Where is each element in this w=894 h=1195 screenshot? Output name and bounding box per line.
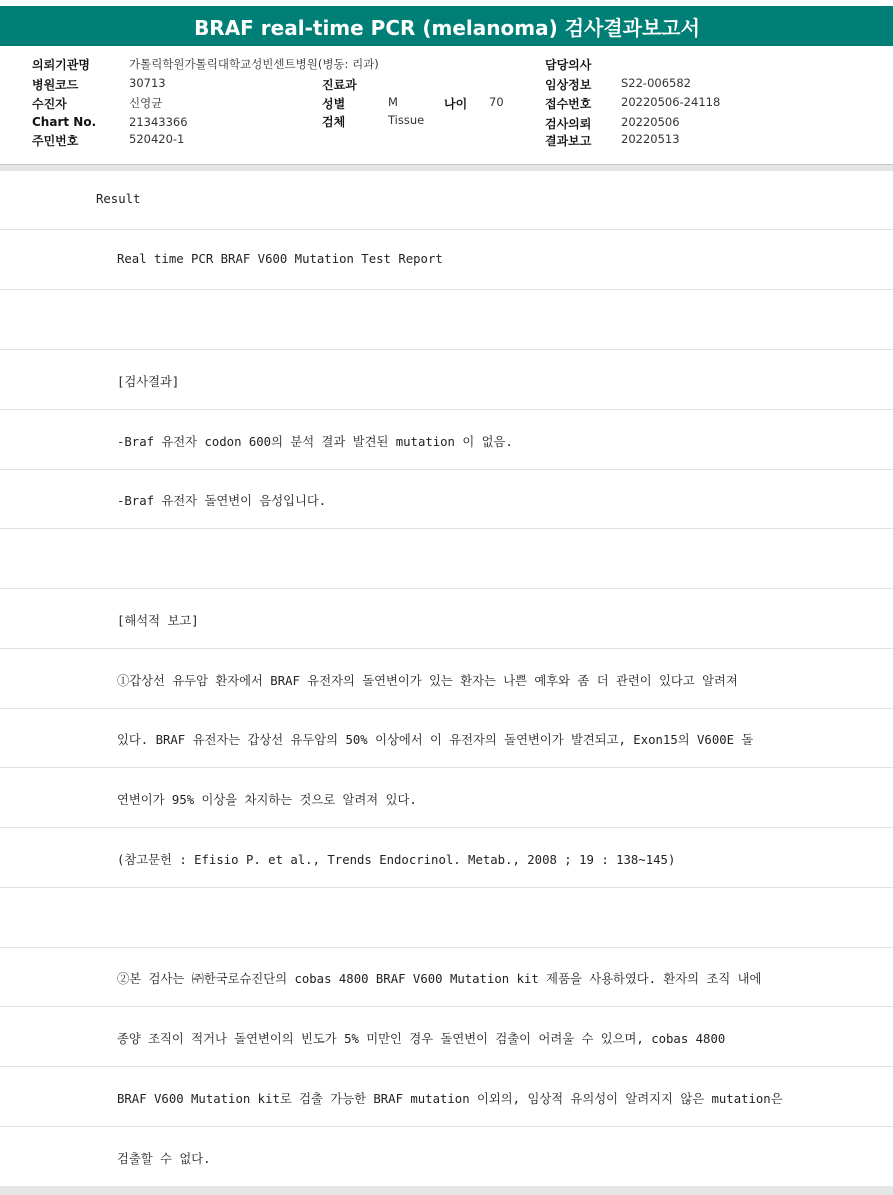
report-line-text: ①갑상선 유두암 환자에서 BRAF 유전자의 돌연변이가 있는 환자는 나쁜 예후와 좀 더 관련이 있다고 알려져	[117, 674, 738, 688]
report-line-text: -Braf 유전자 돌연변이 음성입니다.	[117, 494, 327, 508]
report-date-label: 결과보고	[545, 134, 592, 148]
clinical-info-label: 임상정보	[545, 78, 592, 92]
report-line-text: 종양 조직이 적거나 돌연변이의 빈도가 5% 미만인 경우 돌연변이 검출이 어려울 수 있으며, cobas 4800	[117, 1032, 726, 1046]
institution-label: 의뢰기관명	[32, 58, 90, 72]
report-line	[0, 828, 894, 888]
chart-no-value: 21343366	[129, 115, 188, 129]
report-line	[0, 589, 894, 649]
report-line-text: Real time PCR BRAF V600 Mutation Test Report	[117, 252, 443, 266]
report-line	[0, 888, 894, 948]
hospital-code-label: 병원코드	[32, 78, 79, 92]
report-line-text: 연변이가 95% 이상을 차지하는 것으로 알려져 있다.	[117, 793, 417, 807]
report-date-value: 20220513	[621, 132, 680, 146]
resident-id-label: 주민번호	[32, 134, 79, 148]
report-line	[0, 529, 894, 589]
report-line-text: BRAF V600 Mutation kit로 검출 가능한 BRAF mutation 이외의, 임상적 유의성이 알려지지 않은 mutation은	[117, 1092, 783, 1106]
department-label: 진료과	[322, 78, 357, 92]
report-line	[0, 649, 894, 709]
institution-value: 가톨릭학원가톨릭대학교성빈센트병원(병동: 리과)	[129, 57, 379, 71]
report-body	[0, 170, 894, 1186]
receipt-number-value: 20220506-24118	[621, 95, 721, 109]
report-line	[0, 290, 894, 350]
report-line	[0, 230, 894, 290]
report-line	[0, 350, 894, 410]
specimen-label: 검체	[322, 115, 346, 129]
age-label: 나이	[444, 97, 468, 111]
report-line	[0, 410, 894, 470]
sex-value: M	[388, 95, 398, 109]
report-line	[0, 170, 894, 230]
specimen-value: Tissue	[388, 113, 425, 127]
sex-label: 성별	[322, 97, 346, 111]
request-date-value: 20220506	[621, 115, 680, 129]
report-title: BRAF real-time PCR (melanoma) 검사결과보고서	[0, 6, 894, 46]
report-line-text: (참고문헌 : Efisio P. et al., Trends Endocrinol. Metab., 2008 ; 19 : 138~145)	[117, 853, 676, 867]
chart-no-label: Chart No.	[32, 115, 97, 129]
report-line-text: [해석적 보고]	[117, 614, 199, 628]
report-line	[0, 1127, 894, 1186]
patient-info-panel	[0, 46, 894, 164]
report-line	[0, 1007, 894, 1067]
report-line-text: 있다. BRAF 유전자는 갑상선 유두암의 50% 이상에서 이 유전자의 돌연변이가 발견되고, Exon15의 V600E 돌	[117, 733, 754, 747]
clinical-info-value: S22-006582	[621, 76, 691, 90]
request-date-label: 검사의뢰	[545, 117, 592, 131]
report-line-text: ②본 검사는 ㈜한국로슈진단의 cobas 4800 BRAF V600 Mutation kit 제품을 사용하였다. 환자의 조직 내에	[117, 972, 762, 986]
report-line	[0, 1067, 894, 1127]
report-line-text: -Braf 유전자 codon 600의 분석 결과 발견된 mutation 이 없음.	[117, 435, 513, 449]
hospital-code-value: 30713	[129, 76, 166, 90]
report-line	[0, 947, 894, 1007]
resident-id-value: 520420-1	[129, 132, 185, 146]
bottom-strip	[0, 1186, 894, 1195]
report-line	[0, 768, 894, 828]
doctor-label: 담당의사	[545, 58, 592, 72]
age-value: 70	[489, 95, 504, 109]
report-line	[0, 708, 894, 768]
patient-value: 신영균	[129, 96, 163, 110]
report-line-text: [검사결과]	[117, 375, 180, 389]
report-line-text: 검출할 수 없다.	[117, 1152, 211, 1166]
report-line-text: Result	[96, 192, 141, 206]
receipt-number-label: 접수번호	[545, 97, 592, 111]
report-line	[0, 469, 894, 529]
patient-label: 수진자	[32, 97, 67, 111]
